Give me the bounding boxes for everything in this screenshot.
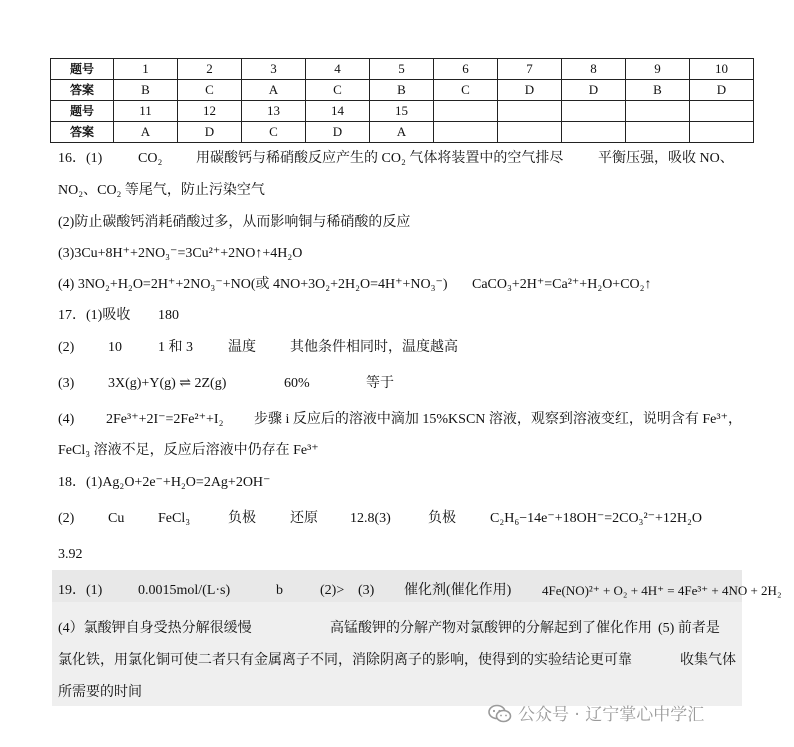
table-cell: 14 (306, 101, 370, 122)
table-cell (690, 101, 754, 122)
table-cell: 8 (562, 59, 626, 80)
table-cell: A (242, 80, 306, 101)
table-cell: B (370, 80, 434, 101)
table-cell: 6 (434, 59, 498, 80)
table-cell: D (306, 122, 370, 143)
table-cell (626, 101, 690, 122)
table-cell: C (434, 80, 498, 101)
table-cell (498, 101, 562, 122)
q19-line3: 氯化铁，用氯化铜可使二者只有金属离子不同，消除阴离子的影响，使得到的实验结论更可靠 收集气体 (58, 653, 736, 668)
q18-line1: 18．(1)Ag₂O+2e⁻+H₂O=2Ag+2OH⁻ (58, 475, 271, 490)
table-row-label: 题号 (51, 101, 114, 122)
table-cell: 1 (114, 59, 178, 80)
q17-line5: FeCl₃ 溶液不足，反应后溶液中仍存在 Fe³⁺ (58, 443, 319, 458)
table-cell: A (370, 122, 434, 143)
q16-line2: NO₂、CO₂ 等尾气，防止污染空气 (58, 183, 265, 198)
table-cell: D (690, 80, 754, 101)
table-cell: D (562, 80, 626, 101)
wechat-icon (488, 704, 512, 724)
table-cell: 3 (242, 59, 306, 80)
table-cell (690, 122, 754, 143)
table-cell: 12 (178, 101, 242, 122)
table-row-label: 题号 (51, 59, 114, 80)
table-cell: D (498, 80, 562, 101)
table-cell: 13 (242, 101, 306, 122)
table-row (51, 101, 754, 122)
table-row (51, 80, 754, 101)
table-cell: C (242, 122, 306, 143)
table-row (51, 59, 754, 80)
table-cell (434, 122, 498, 143)
table-cell: D (178, 122, 242, 143)
table-row (51, 122, 754, 143)
q16-line1: 16．(1) CO₂ 用碳酸钙与稀硝酸反应产生的 CO₂ 气体将装置中的空气排尽 平衡压强，吸收 NO、 (58, 151, 734, 166)
table-row-label: 答案 (51, 122, 114, 143)
table-cell (562, 122, 626, 143)
q17-line3: (3) 3X(g)+Y(g) ⇌ 2Z(g) 60% 等于 (58, 376, 394, 391)
table-cell (434, 101, 498, 122)
table-cell (498, 122, 562, 143)
q18-line3: 3.92 (58, 547, 83, 562)
table-cell (562, 101, 626, 122)
table-cell: 7 (498, 59, 562, 80)
q16-line3: (2)防止碳酸钙消耗硝酸过多，从而影响铜与稀硝酸的反应 (58, 215, 411, 230)
table-cell: 5 (370, 59, 434, 80)
q19-line2: (4）氯酸钾自身受热分解很缓慢 高锰酸钾的分解产物对氯酸钾的分解起到了催化作用 (5) 前者是 (58, 621, 720, 636)
q19-line1: 19．(1) 0.0015mol/(L·s) b (2)> (3) 催化剂(催化作用) 4Fe(NO)²⁺ + O₂ + 4H⁺ = 4Fe³⁺ + 4NO + 2H₂ (58, 583, 782, 598)
table-cell (626, 122, 690, 143)
q16-line5: (4) 3NO₂+H₂O=2H⁺+2NO₃⁻+NO(或 4NO+3O₂+2H₂O=4H⁺+NO₃⁻) CaCO₃+2H⁺=Ca²⁺+H₂O+CO₂↑ (58, 277, 652, 292)
q17-line4: (4) 2Fe³⁺+2I⁻=2Fe²⁺+I₂ 步骤 i 反应后的溶液中滴加 15%KSCN 溶液，观察到溶液变红，说明含有 Fe³⁺， (58, 412, 742, 427)
q19-line4: 所需要的时间 (58, 685, 142, 700)
table-cell: C (306, 80, 370, 101)
table-cell: 4 (306, 59, 370, 80)
table-cell: 10 (690, 59, 754, 80)
table-cell: C (178, 80, 242, 101)
table-cell: B (114, 80, 178, 101)
table-cell: 2 (178, 59, 242, 80)
table-cell: A (114, 122, 178, 143)
table-cell: 11 (114, 101, 178, 122)
q17-line2: (2) 10 1 和 3 温度 其他条件相同时，温度越高 (58, 340, 458, 355)
table-row-label: 答案 (51, 80, 114, 101)
watermark: 公众号 · 辽宁掌心中学汇 (488, 700, 704, 725)
table-cell: B (626, 80, 690, 101)
table-cell: 9 (626, 59, 690, 80)
answer-table (50, 58, 754, 143)
q17-line1: 17．(1)吸收 180 (58, 308, 179, 323)
q16-line4: (3)3Cu+8H⁺+2NO₃⁻=3Cu²⁺+2NO↑+4H₂O (58, 246, 303, 261)
q18-line2: (2) Cu FeCl₃ 负极 还原 12.8(3) 负极 C₂H₆−14e⁻+18OH⁻=2CO₃²⁻+12H₂O (58, 511, 703, 526)
table-cell: 15 (370, 101, 434, 122)
